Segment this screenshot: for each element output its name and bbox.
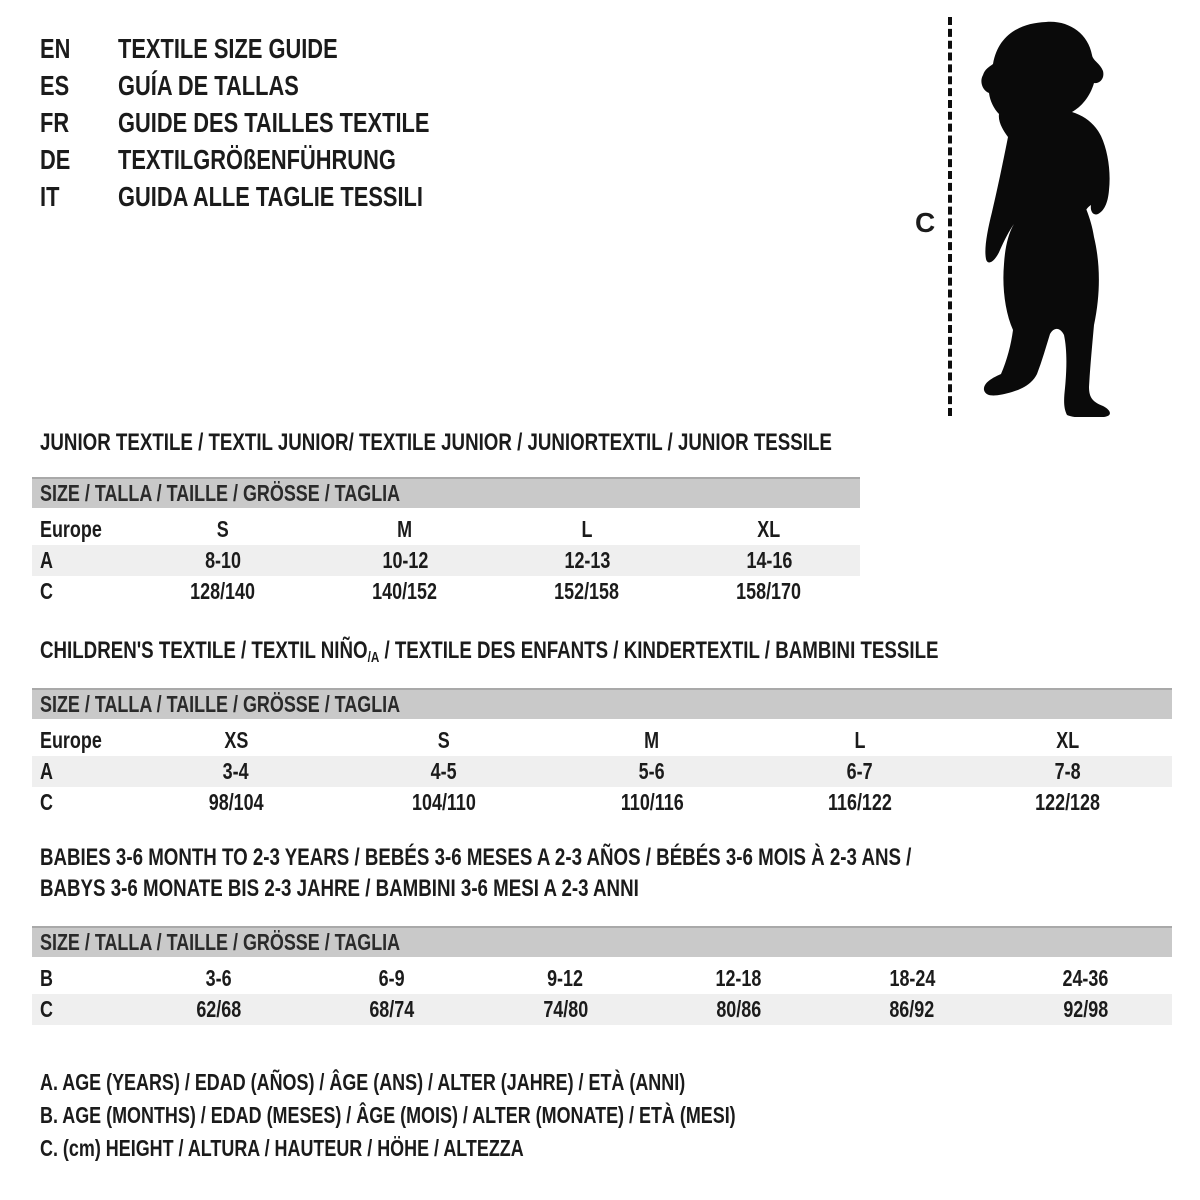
size-cell: XL xyxy=(1056,727,1080,753)
size-cell: 152/158 xyxy=(554,578,620,604)
size-cell: S xyxy=(438,727,450,753)
size-cell: 68/74 xyxy=(369,996,415,1022)
height-marker-label: C xyxy=(915,207,936,238)
language-label: TEXTILGRÖßENFÜHRUNG xyxy=(118,143,396,175)
size-cell: 122/128 xyxy=(1035,789,1101,815)
row-label: A xyxy=(40,547,53,573)
size-cell: 140/152 xyxy=(372,578,438,604)
size-cell: 10-12 xyxy=(382,547,428,573)
section-childrens-textile xyxy=(32,638,1172,818)
legend-line-c: C. (cm) HEIGHT / ALTURA / HAUTEUR / HÖHE / ALTEZZA xyxy=(40,1135,524,1161)
language-code: FR xyxy=(40,106,70,138)
row-label: Europe xyxy=(40,727,102,753)
table-row xyxy=(32,514,860,545)
size-cell: 62/68 xyxy=(196,996,242,1022)
size-cell: 116/122 xyxy=(828,789,892,815)
size-cell: 98/104 xyxy=(208,789,264,815)
size-cell: 128/140 xyxy=(190,578,256,604)
size-cell: 18-24 xyxy=(889,965,935,991)
table-row xyxy=(32,787,1172,818)
height-dashed-line xyxy=(948,17,952,416)
language-label: GUIDA ALLE TAGLIE TESSILI xyxy=(118,180,423,212)
size-cell: 158/170 xyxy=(736,578,802,604)
size-cell: 110/116 xyxy=(620,789,684,815)
size-table xyxy=(32,963,1172,1025)
section-babies xyxy=(32,842,1172,1025)
table-row xyxy=(32,756,1172,787)
language-label: TEXTILE SIZE GUIDE xyxy=(118,32,338,64)
language-row xyxy=(40,178,517,215)
size-cell: L xyxy=(854,727,866,753)
language-row xyxy=(40,141,517,178)
size-cell: 24-36 xyxy=(1062,965,1109,991)
legend-line-b: B. AGE (MONTHS) / EDAD (MESES) / ÂGE (MOIS) / ALTER (MONATE) / ETÀ (MESI) xyxy=(40,1102,736,1128)
legend-line-a: A. AGE (YEARS) / EDAD (AÑOS) / ÂGE (ANS) / ALTER (JAHRE) / ETÀ (ANNI) xyxy=(40,1069,686,1095)
size-cell: 6-9 xyxy=(379,965,405,991)
language-code: DE xyxy=(40,143,71,175)
size-header-bar xyxy=(32,688,1172,719)
size-cell: XL xyxy=(757,516,781,542)
size-cell: 7-8 xyxy=(1055,758,1081,784)
size-cell: 9-12 xyxy=(547,965,584,991)
size-table xyxy=(32,514,860,607)
height-figure xyxy=(905,15,1150,423)
row-label: C xyxy=(40,578,53,604)
size-cell: 12-18 xyxy=(715,965,762,991)
size-cell: L xyxy=(581,516,593,542)
language-row xyxy=(40,67,517,104)
size-cell: 8-10 xyxy=(205,547,241,573)
language-code: ES xyxy=(40,69,70,101)
size-cell: S xyxy=(217,516,229,542)
language-row xyxy=(40,104,517,141)
size-cell: 3-4 xyxy=(223,758,249,784)
section-junior-textile xyxy=(32,430,860,607)
size-cell: 104/110 xyxy=(412,789,476,815)
table-row xyxy=(32,545,860,576)
size-cell: M xyxy=(644,727,660,753)
table-row xyxy=(32,576,860,607)
size-cell: 12-13 xyxy=(564,547,610,573)
legend xyxy=(40,1066,932,1165)
size-table xyxy=(32,725,1172,818)
table-row xyxy=(32,725,1172,756)
toddler-silhouette-icon xyxy=(962,17,1137,417)
language-list xyxy=(40,30,517,215)
section-title: JUNIOR TEXTILE / TEXTIL JUNIOR/ TEXTILE JUNIOR / JUNIORTEXTIL / JUNIOR TESSILE xyxy=(40,429,832,456)
row-label: C xyxy=(40,996,53,1022)
size-header-label: SIZE / TALLA / TAILLE / GRÖSSE / TAGLIA xyxy=(40,480,401,506)
size-cell: 6-7 xyxy=(847,758,873,784)
size-cell: 80/86 xyxy=(716,996,762,1022)
size-cell: XS xyxy=(224,727,248,753)
table-row xyxy=(32,994,1172,1025)
language-code: EN xyxy=(40,32,71,64)
section-title: BABIES 3-6 MONTH TO 2-3 YEARS / BEBÉS 3-6 MESES A 2-3 AÑOS / BÉBÉS 3-6 MOIS À 2-3 ANS / BABYS 3-6 MONATE BIS 2-3 JAHRE / BAMBINI 3-6 MESI A 2-3 ANNI xyxy=(40,844,912,902)
size-cell: 5-6 xyxy=(639,758,665,784)
size-header-bar xyxy=(32,477,860,508)
language-row xyxy=(40,30,517,67)
table-row xyxy=(32,963,1172,994)
section-title: CHILDREN'S TEXTILE / TEXTIL NIÑO/A / TEXTILE DES ENFANTS / KINDERTEXTIL / BAMBINI TESSILE xyxy=(40,637,939,666)
size-cell: 14-16 xyxy=(746,547,792,573)
size-cell: 3-6 xyxy=(205,965,232,991)
row-label: Europe xyxy=(40,516,102,542)
size-header-label: SIZE / TALLA / TAILLE / GRÖSSE / TAGLIA xyxy=(40,691,401,717)
size-cell: 4-5 xyxy=(431,758,457,784)
language-code: IT xyxy=(40,180,60,212)
language-label: GUÍA DE TALLAS xyxy=(118,69,299,101)
size-cell: 86/92 xyxy=(889,996,935,1022)
size-cell: 74/80 xyxy=(542,996,588,1022)
size-cell: M xyxy=(397,516,413,542)
size-header-bar xyxy=(32,926,1172,957)
size-cell: 92/98 xyxy=(1062,996,1108,1022)
language-label: GUIDE DES TAILLES TEXTILE xyxy=(118,106,430,138)
size-header-label: SIZE / TALLA / TAILLE / GRÖSSE / TAGLIA xyxy=(40,929,401,955)
row-label: A xyxy=(40,758,53,784)
row-label: B xyxy=(40,965,53,991)
row-label: C xyxy=(40,789,53,815)
